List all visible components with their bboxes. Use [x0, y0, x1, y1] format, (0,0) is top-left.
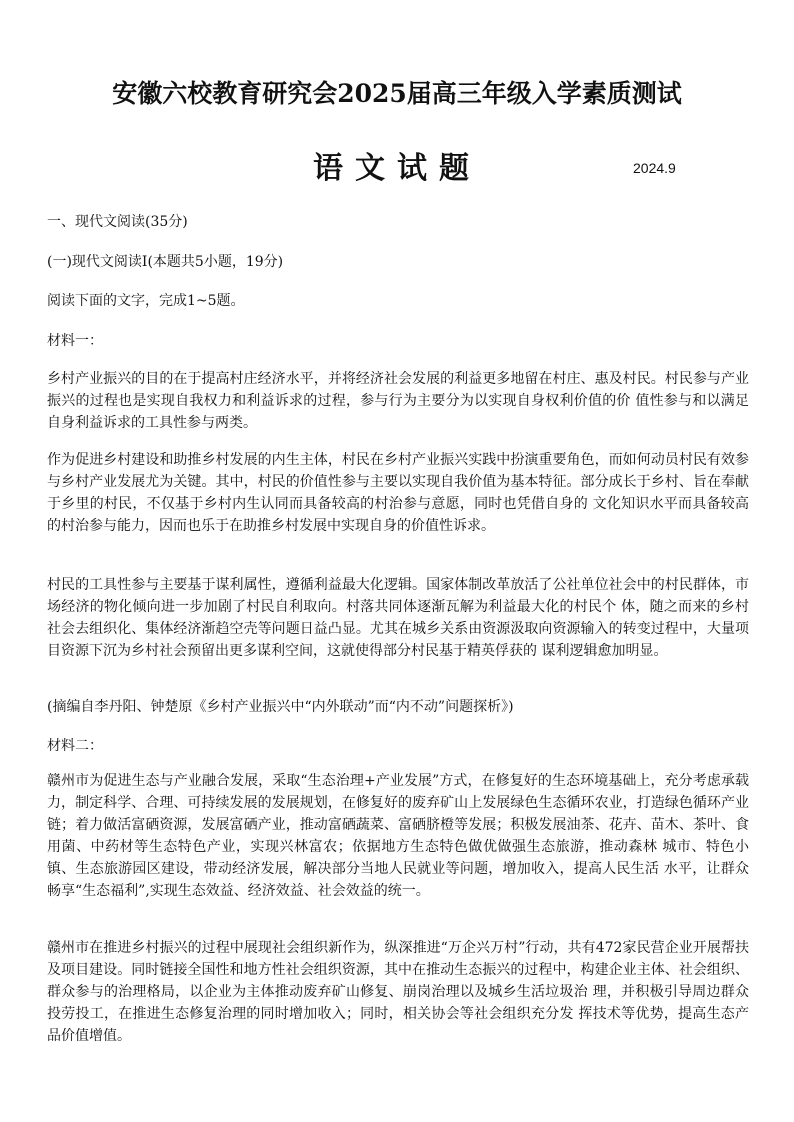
exam-date: 2024.9	[633, 160, 676, 176]
material-1-paragraph: 作为促进乡村建设和助推乡村发展的内生主体，村民在乡村产业振兴实践中扮演重要角色，而如何动员村民有效参与乡村产业发展尤为关键。其中，村民的价值性参与主要以实现自我价值为基本特征。部分成长于乡村、旨在奉献于乡里的村民，不仅基于乡村内生认同而具备较高的村治参与意愿，同时也凭借自身的 文化知识水平而具备较高的村治参与能力，因而也乐于在助推乡村发展中实现自身的价值性诉求。	[47, 452, 749, 534]
material-1-paragraph: 村民的工具性参与主要基于谋利属性，遵循利益最大化逻辑。国家体制改革放活了公社单位社会中的村民群体，市场经济的物化倾向进一步加剧了村民自利取向。村落共同体逐渐瓦解为利益最大化的村民个 体，随之而来的乡村社会去组织化、集体经济渐趋空壳等问题日益凸显。尤其在城乡关系由资源汲取向资源输入的转变过程中，大量项目资源下沉为乡村社会预留出更多谋利空间，这就使得部分村民基于精英俘获的 谋利逻辑愈加明显。	[47, 577, 749, 659]
subtitle-row	[0, 143, 794, 186]
exam-title: 安徽六校教育研究会2025届高三年级入学素质测试	[112, 79, 682, 108]
section-subheading: (一)现代文阅读I(本题共5小题，19分)	[47, 254, 284, 270]
section-heading: 一、现代文阅读(35分)	[47, 214, 188, 230]
reading-instruction: 阅读下面的文字，完成1~5题。	[47, 293, 245, 309]
material-2-label: 材料二：	[47, 738, 103, 754]
subject-title: 语文试题	[313, 151, 481, 186]
material-1-paragraph: 乡村产业振兴的目的在于提高村庄经济水平，并将经济社会发展的利益更多地留在村庄、惠及村民。村民参与产业振兴的过程也是实现自我权力和利益诉求的过程，参与行为主要分为以实现自身权利价值的价 值性参与和以满足自身利益诉求的工具性参与两类。	[47, 371, 749, 431]
material-2-paragraph: 赣州市为促进生态与产业融合发展，采取“生态治理+产业发展”方式，在修复好的生态环境基础上，充分考虑承载力，制定科学、合理、可持续发展的发展规划，在修复好的废弃矿山上发展绿色生态循环农业，打造绿色循环产业链；着力做活富硒资源，发展富硒产业，推动富硒蔬菜、富硒脐橙等发展；积极发展油茶、花卉、苗木、茶叶、食用菌、中药材等生态特色产业，实现兴林富农；依据地方生态特色做优做强生态旅游，推动森林 城市、特色小镇、生态旅游园区建设，带动经济发展，解决部分当地人民就业等问题，增加收入，提高人民生活 水平，让群众畅享“生态福利”,实现生态效益、经济效益、社会效益的统一。	[47, 773, 749, 899]
material-1-label: 材料一：	[47, 333, 103, 349]
material-2-paragraph: 赣州市在推进乡村振兴的过程中展现社会组织新作为，纵深推进“万企兴万村”行动，共有472家民营企业开展帮扶及项目建设。同时链接全国性和地方性社会组织资源，其中在推动生态振兴的过程中，构建企业主体、社会组织、群众参与的治理格局，以企业为主体推动废弃矿山修复、崩岗治理以及城乡生活垃圾治 理，并积极引导周边群众投劳投工，在推进生态修复治理的同时增加收入；同时，相关协会等社会组织充分发 挥技术等优势，提高生态产品价值增值。	[47, 940, 749, 1044]
material-1-source: (摘编自李丹阳、钟楚原《乡村产业振兴中“内外联动”而“内不动”问题探析》)	[47, 699, 514, 715]
